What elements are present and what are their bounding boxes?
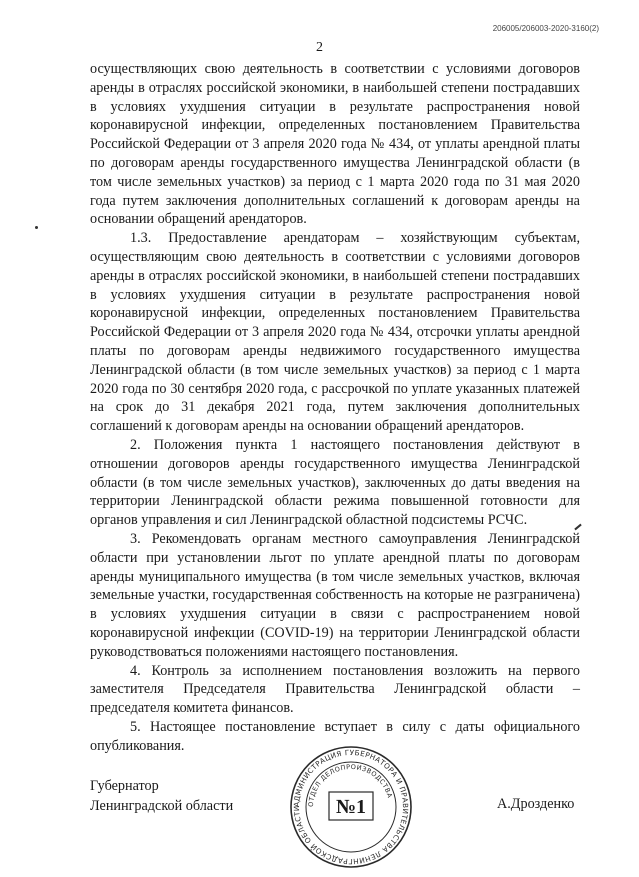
- page-number: 2: [316, 40, 323, 55]
- stamp-inner-text: ОТДЕЛ ДЕЛОПРОИЗВОДСТВА: [306, 762, 394, 808]
- paragraph-1-3: 1.3. Предоставление арендаторам – хозяйствующим субъектам, осуществляющим свою деятельность в соответствии с условиями договоров аренды в отраслях российской экономики, в наибольшей степени пострадавших в условиях ухудшения ситуации в результате распространения новой коронавирусной инфекции, определенных постановлением Правительства Российской Федерации от 3 апреля 2020 года № 434, отсрочки уплаты арендной платы по договорам аренды недвижимого государственного имущества Ленинградской области (в том числе земельных участков) за период с 1 марта 2020 года по 30 сентября 2020 года, с рассрочкой по уплате указанных платежей на срок до 31 декабря 2021 года, путем заключения дополнительных соглашений к договорам аренды на основании обращений арендаторов.: [90, 230, 580, 435]
- stamp-number: №1: [335, 796, 367, 818]
- signer-name: А.Дрозденко: [497, 796, 575, 812]
- paragraph-1-1: осуществляющих свою деятельность в соответствии с условиями договоров аренды в отраслях российской экономики, в наибольшей степени пострадавших в условиях ухудшения ситуации в результате распространения новой коронавирусной инфекции, определенных постановлением Правительства Российской Федерации от 3 апреля 2020 года № 434, от уплаты арендной платы по договорам аренды государственного имущества Ленинградской области (в том числе земельных участков) за период с 1 марта 2020 года по 31 мая 2020 года путем заключения дополнительных соглашений к договорам аренды на основании обращений арендаторов.: [90, 61, 580, 228]
- signer-title: Губернатор: [90, 778, 159, 794]
- margin-mark: [35, 226, 38, 229]
- paragraph-3: 3. Рекомендовать органам местного самоуправления Ленинградской области при установлении льгот по уплате арендной платы по договорам аренды муниципального имущества (в том числе земельных участков, включая земельные участки, государственная собственность на которые не разграничена) в условиях ухудшения ситуации в связи с распространением новой коронавирусной инфекции (COVID-19) на территории Ленинградской области руководствоваться положениями настоящего постановления.: [90, 530, 580, 660]
- paragraph-5: 5. Настоящее постановление вступает в силу с даты официального опубликования.: [90, 718, 580, 754]
- document-body: [90, 60, 580, 755]
- document-id: 206005/206003-2020-3160(2): [492, 24, 599, 33]
- stamp-ring-text: АДМИНИСТРАЦИЯ ГУБЕРНАТОРА И ПРАВИТЕЛЬСТВА ЛЕНИНГРАДСКОЙ ОБЛАСТИ: [291, 747, 411, 867]
- signer-region: Ленинградской области: [90, 798, 234, 814]
- paragraph-4: 4. Контроль за исполнением постановления возложить на первого заместителя Председателя Правительства Ленинградской области – председателя комитета финансов.: [90, 662, 580, 717]
- signature-block: [90, 776, 233, 816]
- paragraph-2: 2. Положения пункта 1 настоящего постановления действуют в отношении договоров аренды государственного имущества Ленинградской области (в том числе земельных участков), заключенных до даты введения на территории Ленинградской области режима повышенной готовности для органов управления и сил Ленинградской областной подсистемы РСЧС.: [90, 436, 580, 529]
- official-stamp: [286, 745, 416, 870]
